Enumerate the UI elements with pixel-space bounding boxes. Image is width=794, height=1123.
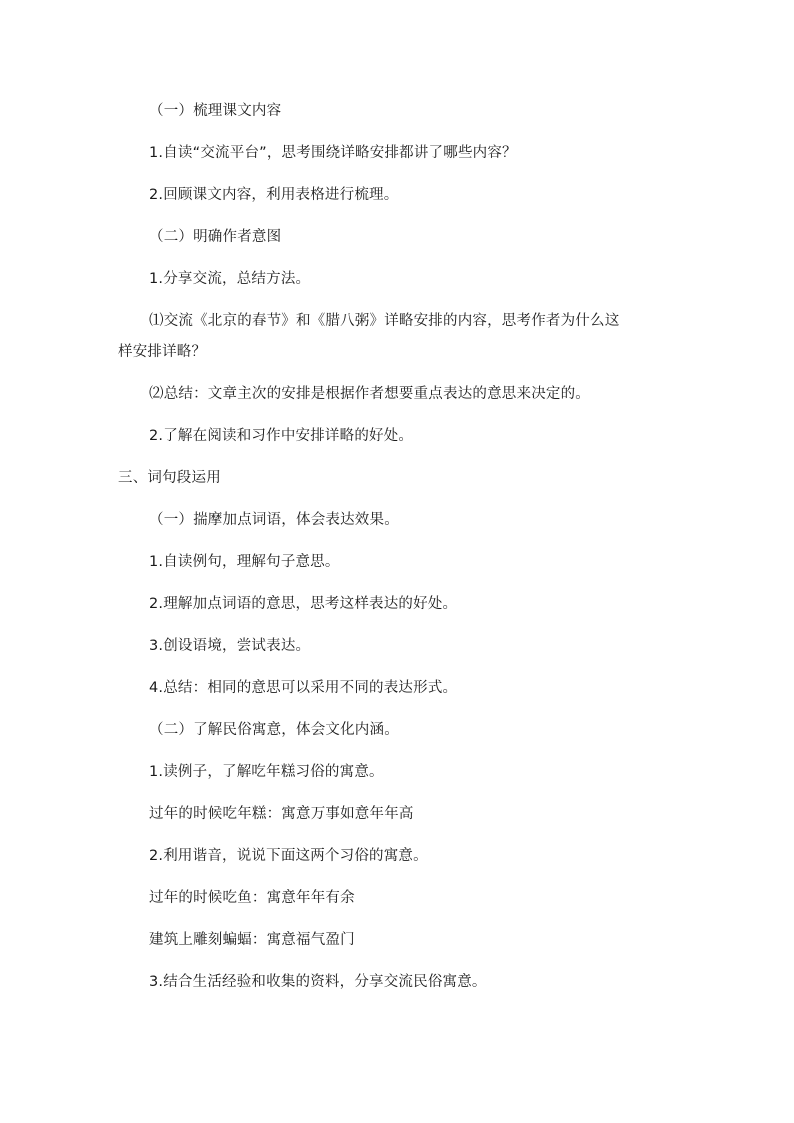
paragraph: 3.创设语境，尝试表达。 [149, 638, 311, 654]
subsection-heading: （一）梳理课文内容 [149, 103, 282, 119]
paragraph-continuation: 样安排详略？ [118, 344, 207, 360]
paragraph: ⑵总结：文章主次的安排是根据作者想要重点表达的意思来决定的。 [149, 386, 590, 402]
paragraph: 2.了解在阅读和习作中安排详略的好处。 [149, 428, 414, 444]
paragraph: 1.分享交流，总结方法。 [149, 271, 311, 287]
paragraph: 1.读例子，了解吃年糕习俗的寓意。 [149, 764, 384, 780]
subsection-heading: （二）了解民俗寓意，体会文化内涵。 [149, 722, 399, 738]
subsection-heading: （一）揣摩加点词语，体会表达效果。 [149, 512, 399, 528]
example-line: 过年的时候吃鱼：寓意年年有余 [149, 890, 355, 906]
paragraph: 1.自读“交流平台”，思考围绕详略安排都讲了哪些内容？ [149, 145, 517, 161]
paragraph: 4.总结：相同的意思可以采用不同的表达形式。 [149, 680, 458, 696]
paragraph: 2.利用谐音，说说下面这两个习俗的寓意。 [149, 848, 428, 864]
example-line: 建筑上雕刻蝙蝠：寓意福气盈门 [149, 932, 355, 948]
paragraph: 3.结合生活经验和收集的资料，分享交流民俗寓意。 [149, 974, 487, 990]
section-heading: 三、词句段运用 [118, 470, 221, 486]
paragraph: 1.自读例句，理解句子意思。 [149, 554, 340, 570]
example-line: 过年的时候吃年糕：寓意万事如意年年高 [149, 806, 414, 822]
subsection-heading: （二）明确作者意图 [149, 229, 282, 245]
paragraph: 2.回顾课文内容，利用表格进行梳理。 [149, 187, 399, 203]
paragraph: ⑴交流《北京的春节》和《腊八粥》详略安排的内容，思考作者为什么这 [149, 313, 620, 329]
paragraph: 2.理解加点词语的意思，思考这样表达的好处。 [149, 596, 458, 612]
